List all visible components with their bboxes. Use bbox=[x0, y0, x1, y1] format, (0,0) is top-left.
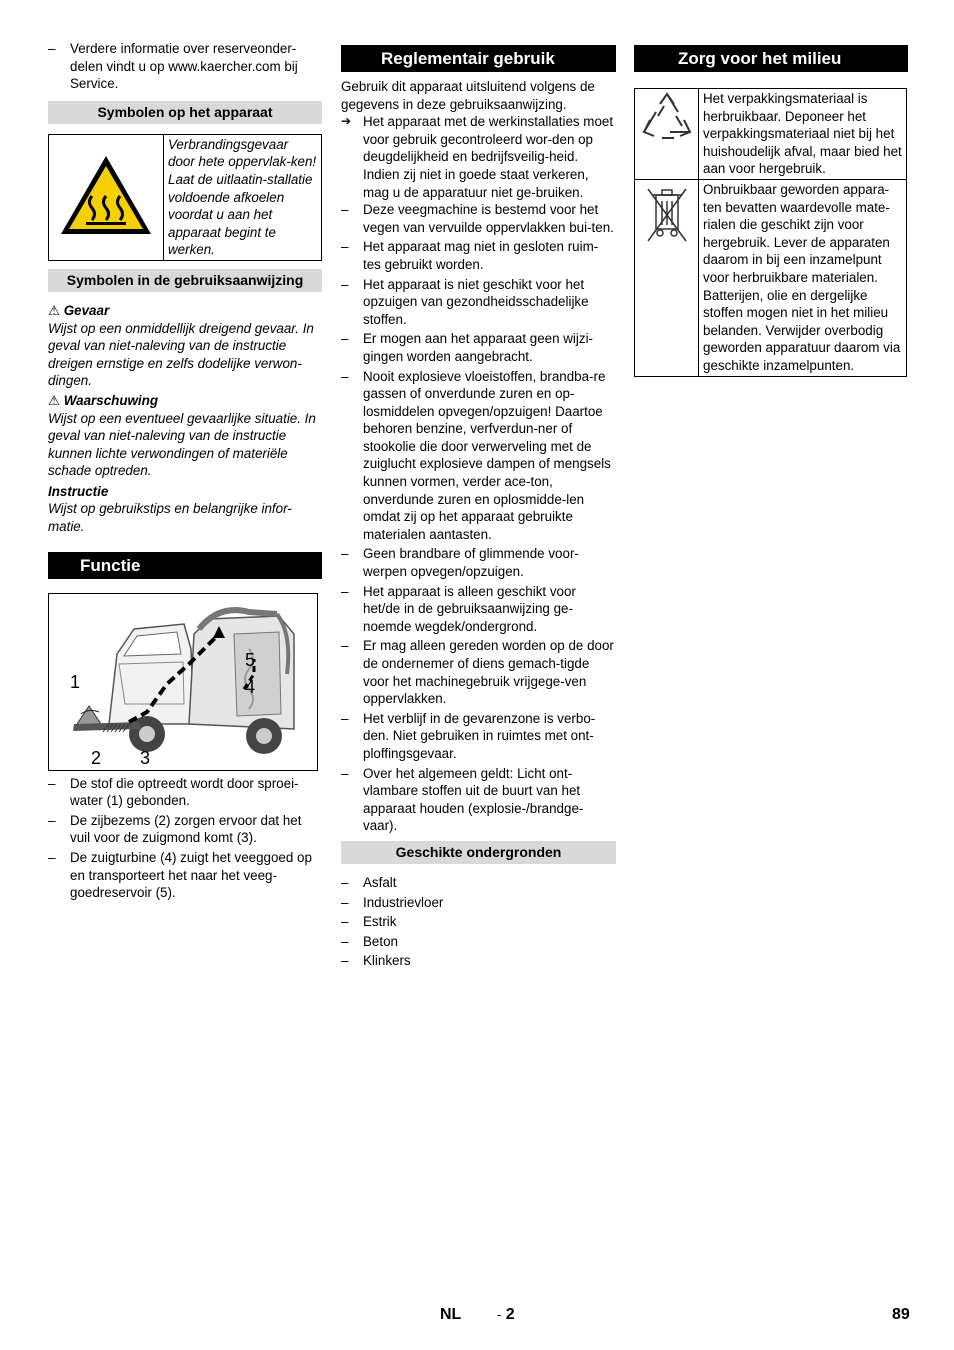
surface-item: – Klinkers bbox=[341, 952, 616, 970]
weee-text: Onbruikbaar geworden appara-ten bevatten waardevolle mate-rialen die geschikt zijn voor hergebruik. Lever de apparaten daarom in bij een inzamelpunt voor herbruikbare materialen. Batterijen, olie en dergelijke stoffen mogen niet in het milieu belanden. Verwijder overbodig geworden apparatuur daarom via geschikte inzamelpunten. bbox=[699, 179, 907, 376]
danger-triangle-icon: ⚠ bbox=[48, 302, 61, 318]
danger-title bbox=[48, 302, 322, 320]
function-item: – De zuigturbine (4) zuigt het veeggoed op en transporteert het naar het veeg-goedreservoir (5). bbox=[48, 849, 322, 902]
function-item: – De stof die optreedt wordt door sproei-water (1) gebonden. bbox=[48, 775, 322, 810]
intended-use-item: – Nooit explosieve vloeistoffen, brandba-re gassen of onverdunde zuren en op-losmiddelen opvegen/opzuigen! Daartoe behoren benzine, verfverdun-ner of stookolie die door verwerveling met de zuiglucht explosieve dampen of mengsels kunnen vormen, verder ace-ton, onverdunde zuren en oplosmidde-len omdat zij op het apparaat gebruikte materialen aantasten. bbox=[341, 368, 616, 544]
intended-use-list bbox=[341, 201, 616, 835]
warning-title-label: Waarschuwing bbox=[63, 392, 159, 408]
instruction-title: Instructie bbox=[48, 483, 109, 499]
figure-label-2: 2 bbox=[91, 747, 102, 768]
figure-label-5: 5 bbox=[245, 649, 256, 670]
intended-use-item: – Er mag alleen gereden worden op de door de ondernemer of diens gemach-tigde voor het machinegebruik vrijgege-ven oppervlakken. bbox=[341, 637, 616, 707]
intro-item: – Verdere informatie over reserveonder-delen vindt u op www.kaercher.com bij Service. bbox=[48, 40, 322, 93]
instruction-text: Wijst op gebruikstips en belangrijke infor-matie. bbox=[48, 501, 292, 535]
column-middle bbox=[341, 45, 616, 972]
intended-use-arrow-list bbox=[341, 113, 616, 201]
warning-title bbox=[48, 392, 322, 410]
intended-use-item: – Het apparaat is alleen geschikt voor het/de in de gebruiksaanwijzing ge-noemde wegdek/ondergrond. bbox=[341, 583, 616, 636]
symbols-device-heading: Symbolen op het apparaat bbox=[48, 101, 322, 124]
sweeper-function-figure bbox=[48, 593, 318, 771]
intended-use-item: – Het apparaat mag niet in gesloten ruim-tes gebruikt worden. bbox=[341, 238, 616, 273]
sweeper-machine-illustration bbox=[49, 594, 317, 770]
danger-text: Wijst op een onmiddellijk dreigend gevaar. In geval van niet-naleving van de instructie dreigen ernstige en zelfs dodelijke verwon-dingen. bbox=[48, 320, 314, 389]
function-item: – De zijbezems (2) zorgen ervoor dat het vuil voor de zuigmond komt (3). bbox=[48, 812, 322, 847]
recycle-icon bbox=[640, 90, 694, 150]
recycle-icon-cell bbox=[635, 89, 699, 180]
intended-use-item: – Het verblijf in de gevarenzone is verbo-den. Niet gebruiken in ruimtes met ont-ploffingsgevaar. bbox=[341, 710, 616, 763]
intended-use-heading: Reglementair gebruik bbox=[341, 45, 616, 72]
intended-use-arrow-item: ➔ Het apparaat met de werkinstallaties moet voor gebruik gecontroleerd wor-den op deugdelijkheid en bedrijfsveilig-heid. Indien zij niet in goede staat verkeren, mag u de apparatuur niet ge-bruiken. bbox=[341, 113, 616, 201]
warning-text: Wijst op een eventueel gevaarlijke situatie. In geval van niet-naleving van de instructie kunnen lichte verwondingen of materiële schade optreden. bbox=[48, 410, 316, 479]
figure-label-3: 3 bbox=[140, 747, 151, 768]
footer-section-page bbox=[497, 1306, 515, 1324]
intro-list bbox=[48, 40, 322, 93]
intended-use-item: – Er mogen aan het apparaat geen wijzi-gingen worden aangebracht. bbox=[341, 330, 616, 365]
weee-icon-cell bbox=[635, 179, 699, 376]
figure-label-4: 4 bbox=[245, 676, 256, 697]
footer-page-number: 89 bbox=[892, 1306, 910, 1323]
environment-table bbox=[634, 88, 907, 377]
surface-item: – Industrievloer bbox=[341, 894, 616, 912]
function-list bbox=[48, 775, 322, 902]
symbols-manual-heading: Symbolen in de gebruiksaanwijzing bbox=[48, 269, 322, 292]
environment-heading: Zorg voor het milieu bbox=[634, 45, 908, 72]
surfaces-heading: Geschikte ondergronden bbox=[341, 841, 616, 864]
device-symbol-table bbox=[48, 134, 322, 261]
figure-label-1: 1 bbox=[70, 671, 81, 692]
burn-warning-text: Verbrandingsgevaar door hete oppervlak-ken! Laat de uitlaatin-stallatie voldoende afkoelen voordat u aan het apparaat begint te werken. bbox=[164, 134, 322, 260]
intended-use-item: – Deze veegmachine is bestemd voor het vegen van vervuilde oppervlakken bui-ten. bbox=[341, 201, 616, 236]
column-left bbox=[48, 40, 322, 904]
surface-item: – Asfalt bbox=[341, 874, 616, 892]
footer-dash: - bbox=[497, 1307, 502, 1322]
surfaces-list bbox=[341, 874, 616, 970]
intended-use-item: – Over het algemeen geldt: Licht ont-vlambare stoffen uit de buurt van het apparaat houden (explosie-/brandge-vaar). bbox=[341, 765, 616, 835]
hot-surface-warning-icon bbox=[58, 152, 154, 238]
intended-use-item: – Het apparaat is niet geschikt voor het opzuigen van gezondheidsschadelijke stoffen. bbox=[341, 276, 616, 329]
surface-item: – Estrik bbox=[341, 913, 616, 931]
intended-use-item: – Geen brandbare of glimmende voor-werpen opvegen/opzuigen. bbox=[341, 545, 616, 580]
hot-surface-icon-cell bbox=[49, 134, 164, 260]
warning-triangle-icon: ⚠ bbox=[48, 392, 61, 408]
footer-section-number: 2 bbox=[505, 1306, 515, 1323]
column-right bbox=[634, 45, 908, 377]
danger-title-label: Gevaar bbox=[63, 302, 110, 318]
function-heading: Functie bbox=[48, 552, 322, 579]
recycle-text: Het verpakkingsmateriaal is herbruikbaar. Deponeer het verpakkingsmateriaal niet bij het huishoudelijk afval, maar bied het aan voor hergebruik. bbox=[699, 89, 907, 180]
footer-language: NL bbox=[440, 1306, 462, 1323]
intended-use-intro: Gebruik dit apparaat uitsluitend volgens de gegevens in deze gebruiksaanwijzing. bbox=[341, 79, 595, 112]
crossed-bin-icon bbox=[642, 181, 692, 247]
surface-item: – Beton bbox=[341, 933, 616, 951]
